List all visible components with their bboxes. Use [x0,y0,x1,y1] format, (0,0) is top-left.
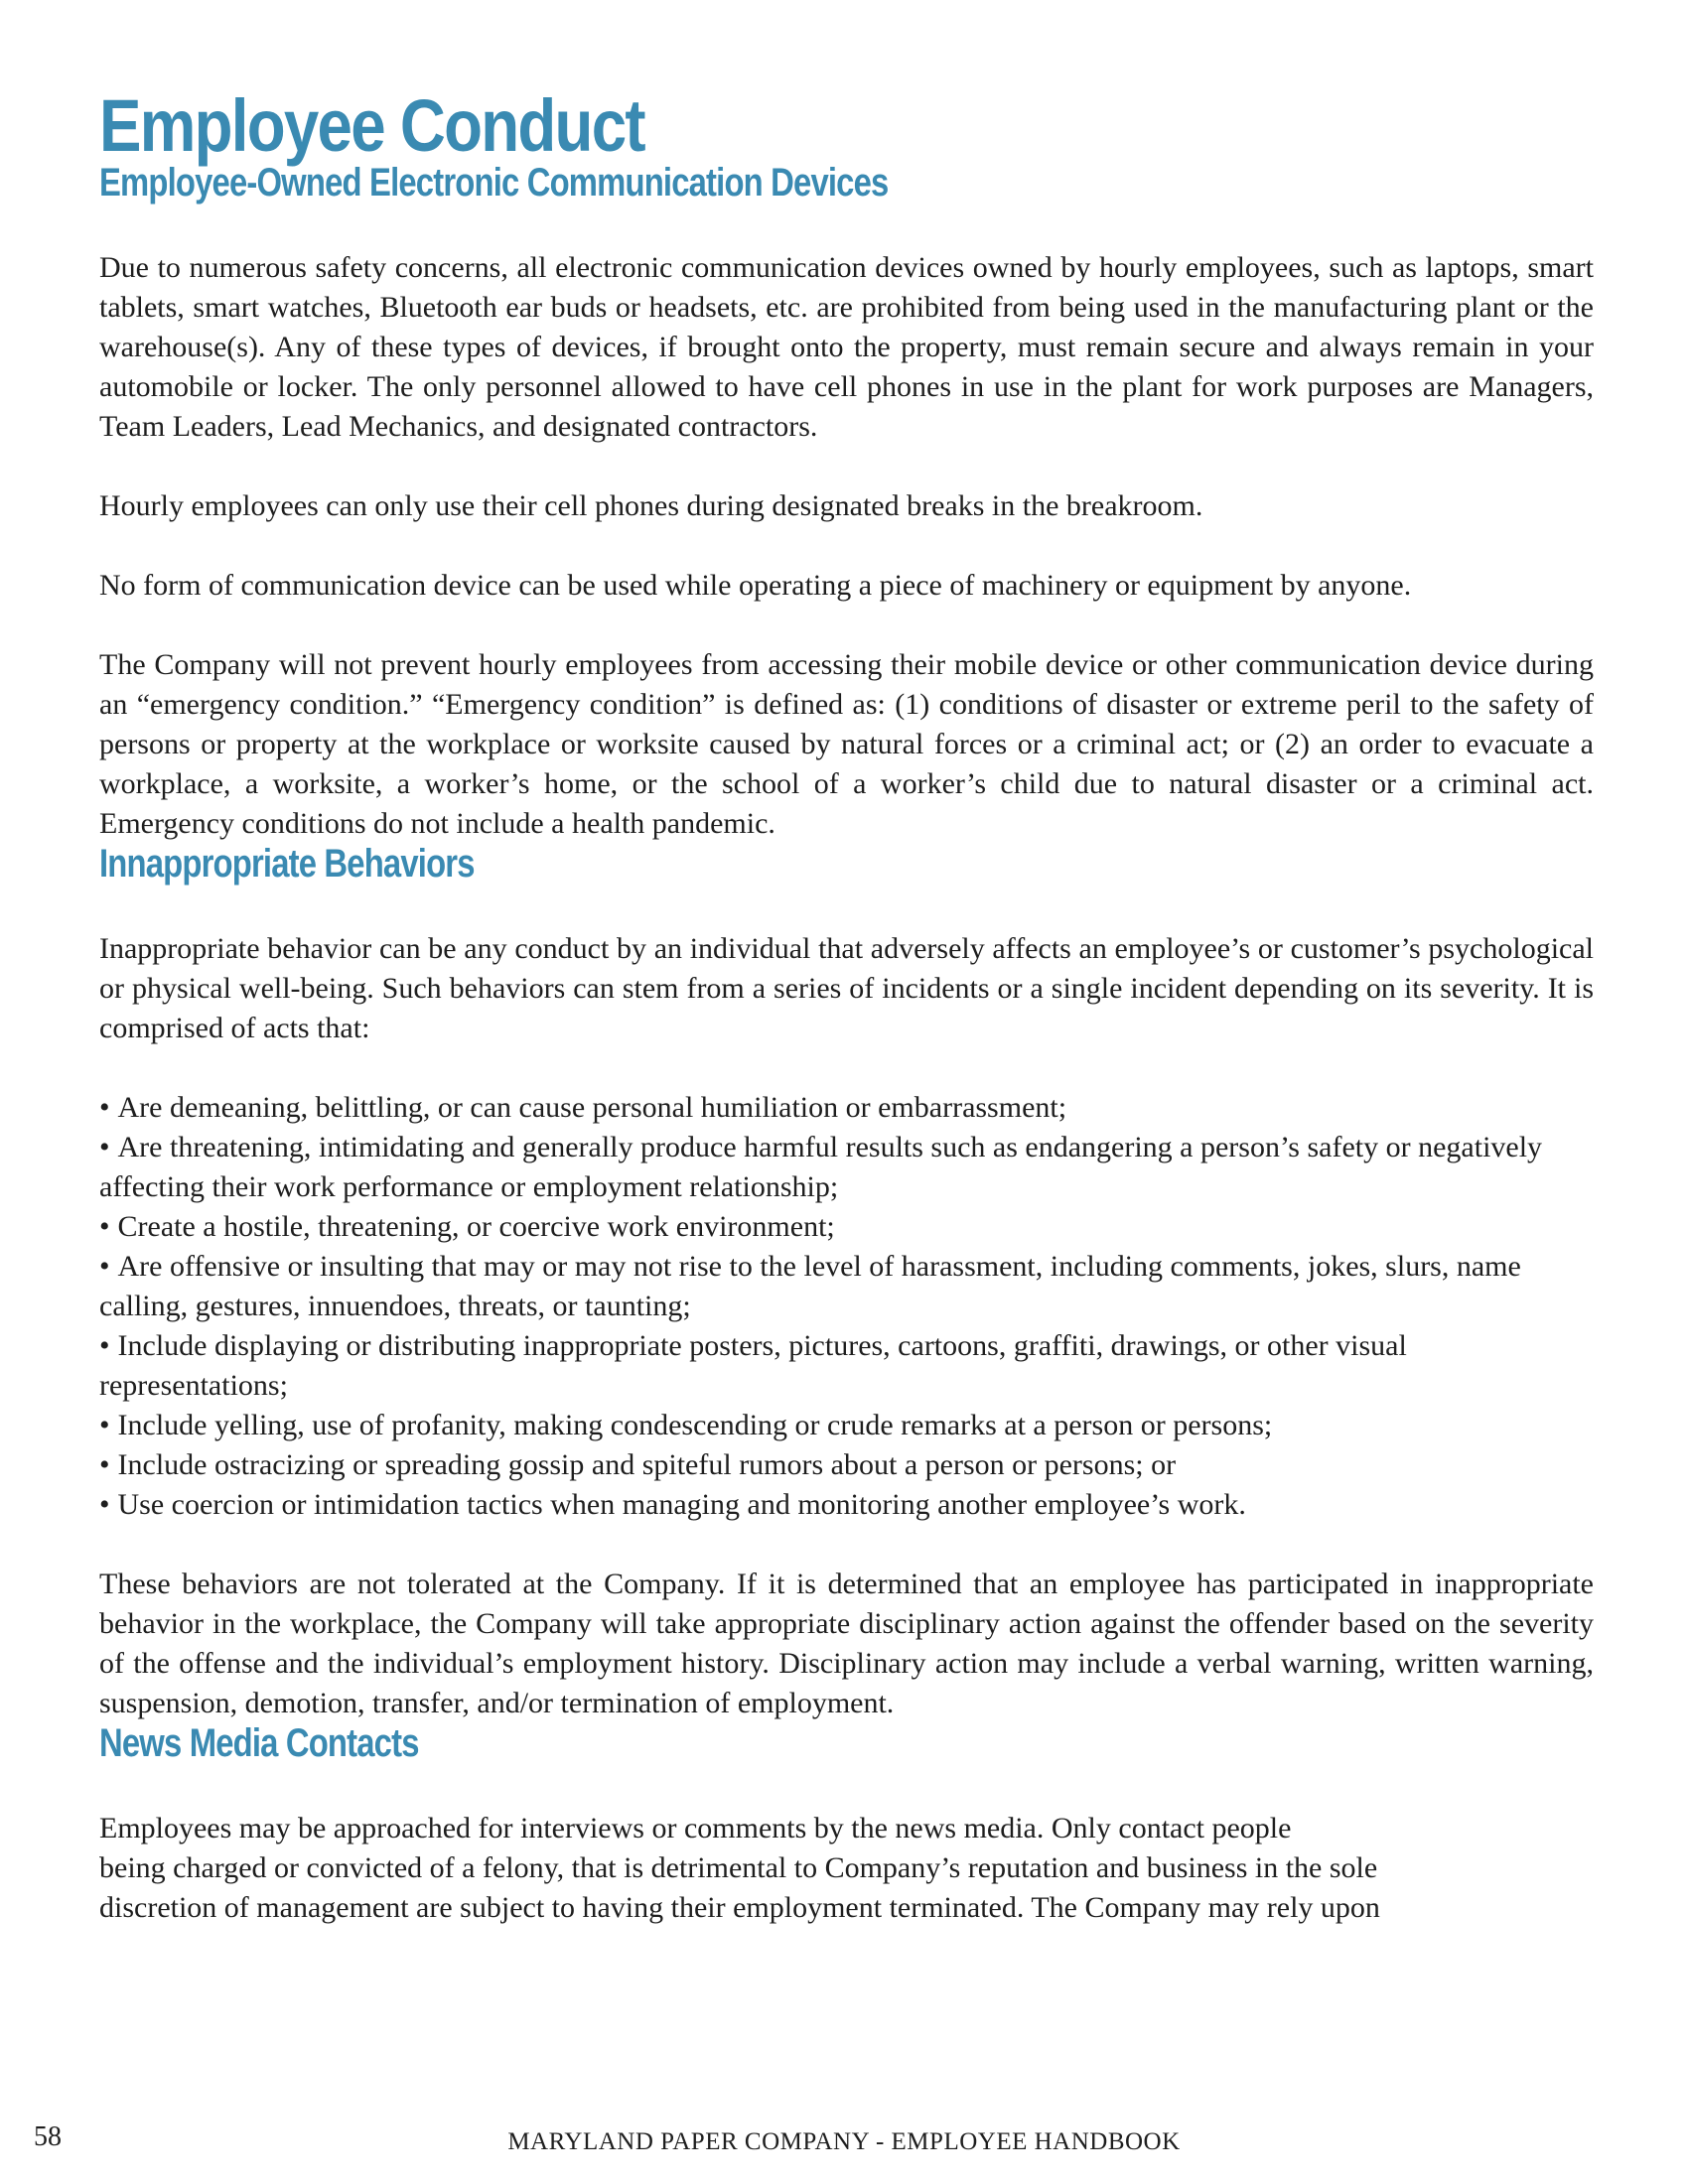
section-heading-electronic-devices: Employee-Owned Electronic Communication Devices [99,161,889,205]
bullet-icon: • [99,1409,110,1441]
paragraph-line: Employees may be approached for interviews or comments by the news media. Only contact people [99,1812,1292,1844]
paragraph-behavior-intro: Inappropriate behavior can be any conduct by an individual that adversely affects an employee’s or customer’s psychological or physical well-being. Such behaviors can stem from a series of incidents or a single incident depending on its severity. It is comprised of acts that: [99,932,1594,1044]
bullet-icon: • [99,1131,110,1163]
list-item-text: Are demeaning, belittling, or can cause personal humiliation or embarrassment; [117,1091,1067,1124]
section-heading-inappropriate-behaviors: Innappropriate Behaviors [99,842,475,886]
bullet-icon: • [99,1488,110,1521]
list-item [99,1128,1594,1207]
section-heading-news-media: News Media Contacts [99,1721,419,1765]
list-item [99,1406,1594,1445]
page-content [99,84,1594,1928]
page-title: Employee Conduct [99,84,644,167]
paragraph-line: discretion of management are subject to having their employment terminated. The Company may rely upon [99,1891,1380,1924]
paragraph-disciplinary-action: These behaviors are not tolerated at the Company. If it is determined that an employee has participated in inappropriate behavior in the workplace, the Company will take appropriate disciplinary action against the offender based on the severity of the offense and the individual’s employment history. Disciplinary action may include a verbal warning, written warning, suspension, demotion, transfer, and/or termination of employment. [99,1568,1594,1719]
list-item-text: Are threatening, intimidating and generally produce harmful results such as endangering a person’s safety or negatively affecting their work performance or employment relationship; [99,1131,1543,1203]
list-item-text: Create a hostile, threatening, or coercive work environment; [117,1210,835,1243]
list-item-text: Include displaying or distributing inappropriate posters, pictures, cartoons, graffiti, drawings, or other visual representations; [99,1329,1407,1402]
list-item-text: Include ostracizing or spreading gossip and spiteful rumors about a person or persons; or [117,1448,1177,1481]
running-footer: MARYLAND PAPER COMPANY - EMPLOYEE HANDBOOK [507,2128,1181,2155]
bullet-icon: • [99,1091,110,1124]
list-item-text: Include yelling, use of profanity, making condescending or crude remarks at a person or persons; [117,1409,1273,1441]
bullet-icon: • [99,1329,110,1362]
page-number: 58 [34,2121,62,2152]
bullet-icon: • [99,1250,110,1283]
paragraph-line: being charged or convicted of a felony, that is detrimental to Company’s reputation and business in the sole [99,1851,1378,1884]
paragraph-machinery-rule: No form of communication device can be used while operating a piece of machinery or equipment by anyone. [99,569,1412,602]
list-item [99,1207,1594,1247]
list-item [99,1445,1594,1485]
list-item [99,1088,1594,1128]
paragraph-breakroom-usage: Hourly employees can only use their cell phones during designated breaks in the breakroom. [99,489,1203,522]
list-item [99,1247,1594,1326]
list-item-text: Use coercion or intimidation tactics when managing and monitoring another employee’s work. [117,1488,1246,1521]
list-item-text: Are offensive or insulting that may or may not rise to the level of harassment, including comments, jokes, slurs, name calling, gestures, innuendoes, threats, or taunting; [99,1250,1521,1322]
list-item [99,1326,1594,1406]
bullet-icon: • [99,1210,110,1243]
behavior-bullet-list [99,1088,1594,1525]
bullet-icon: • [99,1448,110,1481]
paragraph-device-prohibition: Due to numerous safety concerns, all electronic communication devices owned by hourly employees, such as laptops, smart tablets, smart watches, Bluetooth ear buds or headsets, etc. are prohibited from being used in the manufacturing plant or the warehouse(s). Any of these types of devices, if brought onto the property, must remain secure and always remain in your automobile or locker. The only personnel allowed to have cell phones in use in the plant for work purposes are Managers, Team Leaders, Lead Mechanics, and designated contractors. [99,251,1594,443]
paragraph-emergency-condition: The Company will not prevent hourly employees from accessing their mobile device or other communication device during an “emergency condition.” “Emergency condition” is defined as: (1) conditions of disaster or extreme peril to the safety of persons or property at the workplace or worksite caused by natural forces or a criminal act; or (2) an order to evacuate a workplace, a worksite, a worker’s home, or the school of a worker’s child due to natural disaster or a criminal act. Emergency conditions do not include a health pandemic. [99,648,1594,840]
list-item [99,1485,1594,1525]
paragraph-news-media [99,1809,1594,1928]
